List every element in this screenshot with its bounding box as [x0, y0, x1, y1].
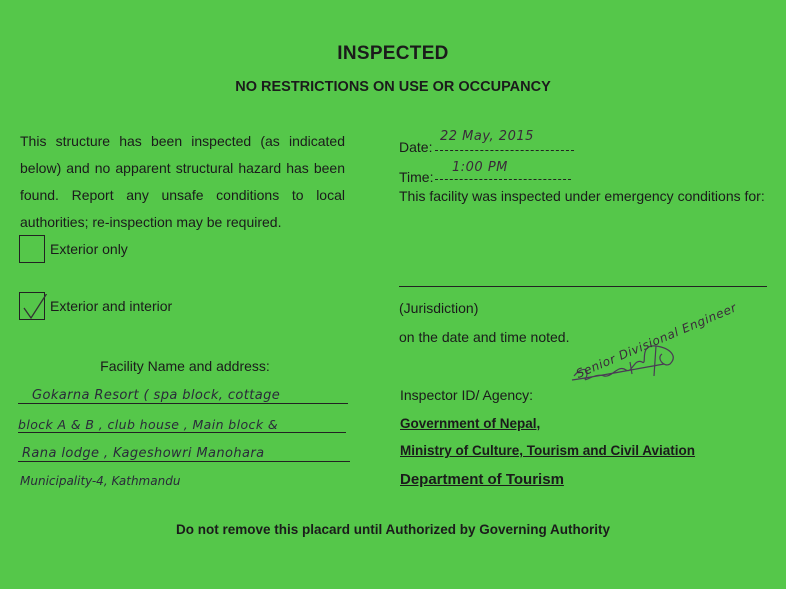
- exterior-interior-checkbox[interactable]: [19, 292, 45, 320]
- facility-line-2: block A & B , club house , Main block &: [18, 417, 346, 433]
- inspector-label: Inspector ID/ Agency:: [400, 387, 534, 403]
- date-value: 22 May, 2015: [440, 129, 534, 144]
- facility-line-1: Gokarna Resort ( spa block, cottage: [18, 388, 348, 404]
- exterior-interior-label: Exterior and interior: [50, 298, 173, 314]
- agency-line-2: Ministry of Culture, Tourism and Civil Aviation: [400, 443, 696, 458]
- placard-footer: Do not remove this placard until Authorized by Governing Authority: [175, 522, 611, 537]
- facility-label: Facility Name and address:: [100, 358, 270, 374]
- placard-subtitle: NO RESTRICTIONS ON USE OR OCCUPANCY: [235, 79, 551, 95]
- date-label: Date:: [399, 139, 433, 155]
- check-mark-icon: [21, 294, 47, 320]
- agency-line-3: Department of Tourism: [400, 471, 564, 488]
- signature-title: Senior Divisional Engineer: [574, 300, 739, 381]
- jurisdiction-field[interactable]: [399, 286, 767, 287]
- facility-line-3: Rana lodge , Kageshowri Manohara: [18, 446, 350, 462]
- noted-text: on the date and time noted.: [399, 329, 570, 345]
- exterior-only-checkbox[interactable]: [19, 235, 45, 263]
- time-label: Time:: [399, 169, 434, 185]
- agency-line-1: Government of Nepal,: [400, 416, 541, 431]
- placard-title: INSPECTED: [337, 43, 449, 64]
- jurisdiction-label: (Jurisdiction): [399, 300, 479, 316]
- facility-line-4: Municipality-4, Kathmandu: [20, 474, 181, 488]
- time-value: 1:00 PM: [452, 160, 508, 175]
- inspection-statement: This structure has been inspected (as indicated below) and no apparent structural hazard has been found. Report any unsafe conditions to local authorities; re-inspection may be required.: [20, 133, 345, 230]
- emergency-text: This facility was inspected under emergency conditions for:: [399, 188, 765, 204]
- exterior-only-label: Exterior only: [50, 241, 128, 257]
